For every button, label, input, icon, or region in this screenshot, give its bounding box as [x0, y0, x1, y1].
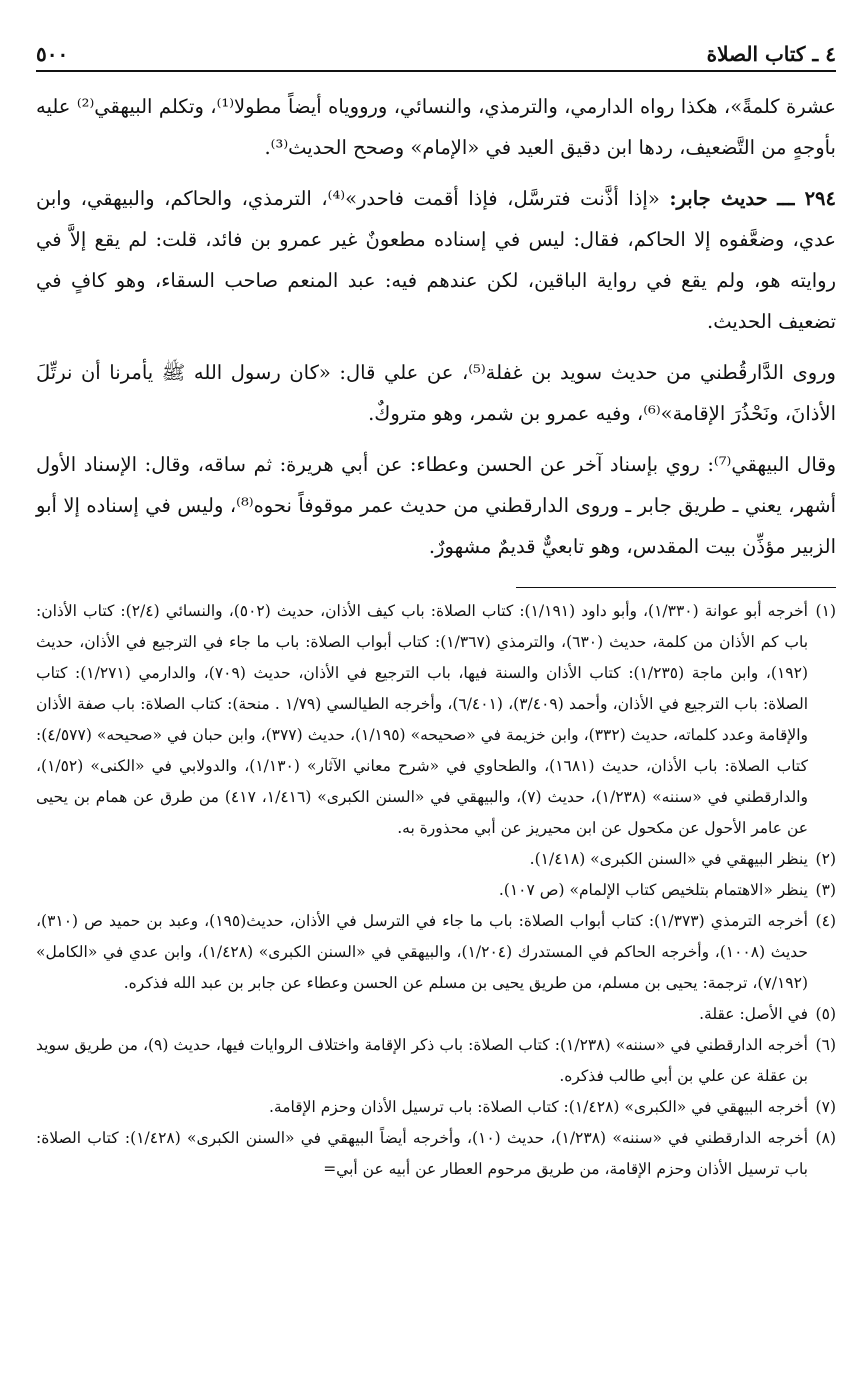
- footnote-number: (٥): [815, 1005, 836, 1023]
- footnote: [36, 596, 836, 844]
- paragraph-bayhaqi: وقال البيهقي⁽⁷⁾: روي بإسناد آخر عن الحسن وعطاء: عن أبي هريرة: ثم ساقه، وقال: الإسناد الأول أشهر، يعني ـ طريق جابر ـ وروى الدارقطني من حديث عمر موقوفاً نحوه⁽⁸⁾، وليس في إسناده إلا أبو الزبير مؤذِّن بيت المقدس، وهو تابعيٌّ قديمٌ مشهورٌ.: [36, 453, 836, 558]
- footnote-number: (٧): [815, 1098, 836, 1116]
- footnote-divider: [516, 587, 836, 588]
- footnote-text: أخرجه البيهقي في «الكبرى» (١/٤٢٨): كتاب الصلاة: باب ترسيل الأذان وحزم الإقامة.: [268, 1098, 808, 1116]
- footnote-text: في الأصل: عقلة.: [699, 1005, 808, 1023]
- footnote-number: (٣): [815, 881, 836, 899]
- footnote: [36, 906, 836, 999]
- footnote: [36, 875, 836, 906]
- paragraph-hadith-294: [36, 178, 836, 342]
- footnote-number: (٤): [815, 912, 836, 930]
- footnote: [36, 1123, 836, 1185]
- paragraph-continuation: عشرة كلمةً»، هكذا رواه الدارمي، والترمذي، والنسائي، ورووياه أيضاً مطولا⁽¹⁾، وتكلم البيهقي⁽²⁾ عليه بأوجهٍ من التَّضعيف، ردها ابن دقيق العيد في «الإمام» وصحح الحديث⁽³⁾.: [36, 95, 836, 159]
- footnote-text: ينظر البيهقي في «السنن الكبرى» (١/٤١٨).: [529, 850, 808, 868]
- hadith-number: ٢٩٤ ـــ: [777, 187, 836, 210]
- footnote-number: (٨): [815, 1129, 836, 1147]
- main-text: [36, 86, 836, 567]
- footnote-text: أخرجه الدارقطني في «سننه» (١/٢٣٨)، حديث (١٠)، وأخرجه أيضاً البيهقي في «السنن الكبرى» (١/٤٢٨): كتاب الصلاة: باب ترسيل الأذان وحزم الإقامة، من طريق مرحوم العطار عن أبيه عن أبي=: [36, 1129, 809, 1178]
- footnote-text: أخرجه أبو عوانة (١/٣٣٠)، وأبو داود (١/١٩١): كتاب الصلاة: باب كيف الأذان، حديث (٥٠٢)، والنسائي (٢/٤): كتاب الأذان: باب كم الأذان من كلمة، حديث (٦٣٠)، والترمذي (١/٣٦٧): كتاب أبواب الصلاة: باب ما جاء في الترجيع في الأذان، حديث (١٩٢)، وابن ماجة (١/٢٣٥): كتاب الأذان والسنة فيها، باب الترجيع في الأذان، حديث (٧٠٩)، والدارمي (١/٢٧١): كتاب الصلاة: باب الترجيع في الأذان، وأحمد (٣/٤٠٩)، (٦/٤٠١)، وأخرجه الطيالسي (١/٧٩ . منحة): كتاب الصلاة: باب صفة الأذان والإقامة وعدد كلماته، حديث (٣٣٢)، وابن خزيمة في «صحيحه» (١/١٩٥)، حديث (٣٧٧)، وابن حبان في «صحيحه» (٤/٥٧٧): كتاب الصلاة: باب الأذان، حديث (١٦٨١)، والطحاوي في «شرح معاني الآثار» (١/١٣٠)، والدولابي في «الكنى» (١/٥٢)، والدارقطني في «سننه» (١/٢٣٨)، حديث (٧)، والبيهقي في «السنن الكبرى» (١/٤١٦، ٤١٧) من طرق عن همام بن يحيى عن عامر الأحول عن مكحول عن ابن محيريز عن أبي محذورة به.: [36, 602, 809, 837]
- footnote: [36, 1030, 836, 1092]
- footnote-number: (١): [815, 602, 836, 620]
- footnote: [36, 999, 836, 1030]
- hadith-text: «إذا أذَّنت فترسَّل، فإذا أقمت فاحدر»⁽⁴⁾، الترمذي، والحاكم، والبيهقي، وابن عدي، وضعَّفوه إلا الحاكم، فقال: ليس في إسناده مطعونٌ غير عمرو بن فائد، قلت: لم يقع إلاَّ في روايته هو، ولم يقع في رواية الباقين، لكن عندهم فيه: عبد المنعم صاحب السقاء، وهو كافٍ في تضعيف الحديث.: [36, 187, 836, 333]
- footnote-text: أخرجه الدارقطني في «سننه» (١/٢٣٨): كتاب الصلاة: باب ذكر الإقامة واختلاف الروايات فيها، حديث (٩)، من طريق سويد بن عقلة عن علي بن أبي طالب فذكره.: [36, 1036, 808, 1085]
- chapter-title: ٤ ـ كتاب الصلاة: [706, 42, 836, 66]
- paragraph-daraqutni: وروى الدَّارقُطني من حديث سويد بن غفلة⁽⁵⁾، عن علي قال: «كان رسول الله ﷺ يأمرنا أن نرتِّلَ الأذانَ، ونَحْذُرَ الإقامة»⁽⁶⁾، وفيه عمرو بن شمر، وهو متروكٌ.: [36, 361, 836, 425]
- footnotes: [36, 596, 836, 1185]
- footnote-number: (٦): [815, 1036, 836, 1054]
- footnote-number: (٢): [815, 850, 836, 868]
- page-number: ٥٠٠: [36, 42, 69, 66]
- footnote-text: ينظر «الاهتمام بتلخيص كتاب الإلمام» (ص ١٠٧).: [498, 881, 808, 899]
- footnote-text: أخرجه الترمذي (١/٣٧٣): كتاب أبواب الصلاة: باب ما جاء في الترسل في الأذان، حديث(١٩٥)، وعبد بن حميد ص (٣١٠)، حديث (١٠٠٨)، وأخرجه الحاكم في المستدرك (١/٢٠٤)، والبيهقي في «السنن الكبرى» (١/٤٢٨)، وابن عدي في «الكامل» (٧/١٩٢)، ترجمة: يحيى بن مسلم، من طريق يحيى بن مسلم عن الحسن وعطاء عن جابر بن عبد الله فذكره.: [36, 912, 808, 992]
- running-header: [36, 42, 836, 72]
- footnote: [36, 1092, 836, 1123]
- book-page: [36, 42, 836, 1185]
- footnote: [36, 844, 836, 875]
- hadith-title: حديث جابر:: [669, 187, 768, 210]
